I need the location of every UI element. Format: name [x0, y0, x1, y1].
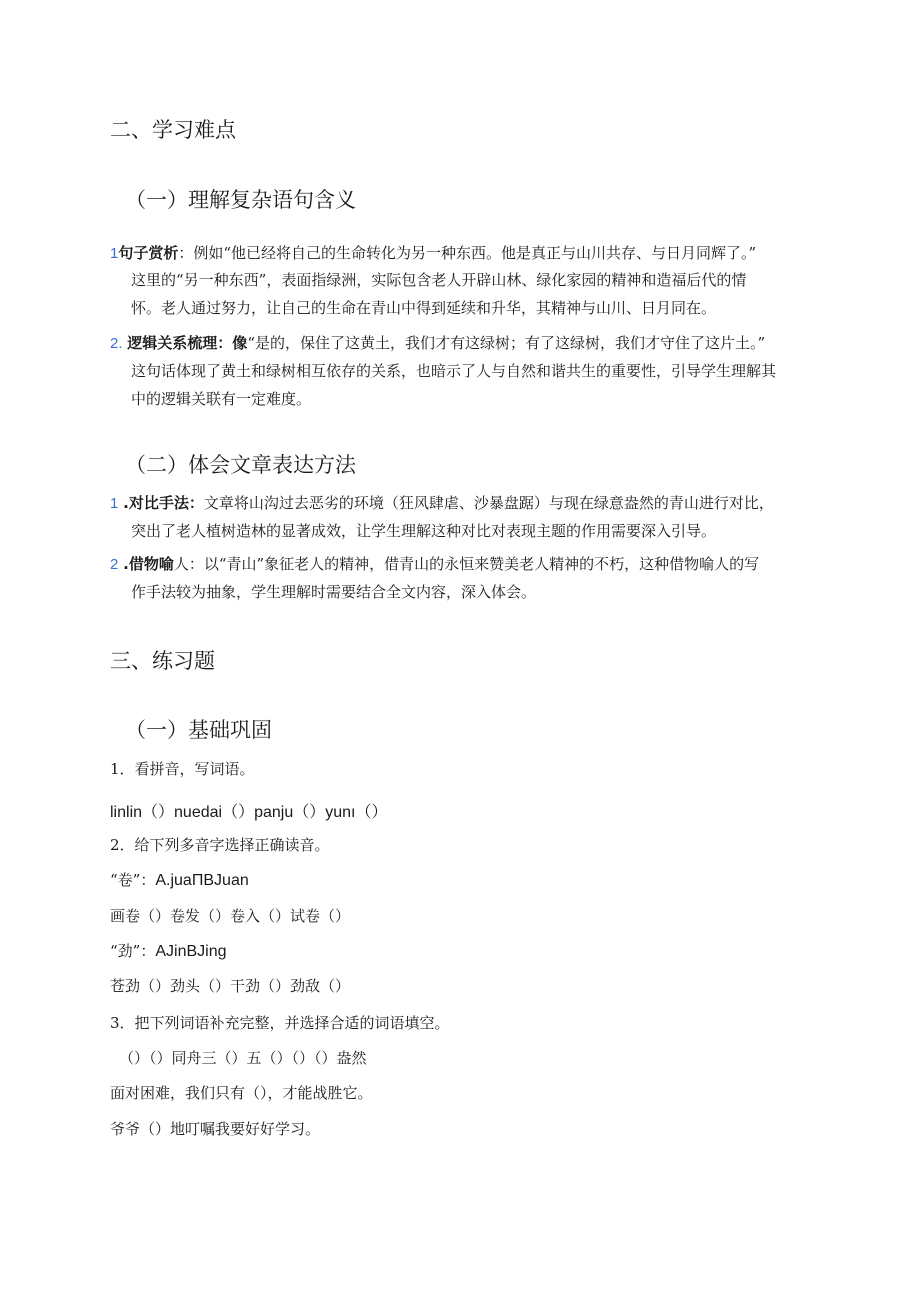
item-text: ：例如“他已经将自己的生命转化为另一种东西。他是真正与山川共存、与日月同辉了。” [178, 244, 757, 262]
item-text-line: 突出了老人植树造林的显著成效，让学生理解这种对比对表现主题的作用需要深入引导。 [131, 522, 717, 540]
polyphone-char: “劲”： [110, 942, 156, 960]
polyphone-words-jin: 苍劲（）劲头（）干劲（）劲敌（） [110, 977, 351, 995]
item-number: 1 [110, 495, 119, 512]
list-item [110, 243, 756, 264]
section-title-exercises: 三、练习题 [110, 649, 215, 673]
reading-options: AJinBJing [155, 943, 227, 960]
question-2: 2．给下列多音字选择正确读音。 [110, 836, 330, 854]
item-text-line: 作手法较为抽象，学生理解时需要结合全文内容，深入体会。 [131, 583, 537, 601]
item-label: 句子赏析 [118, 244, 179, 262]
item-text: “是的，保住了这黄土，我们才有这绿树；有了这绿树，我们才守住了这片土。” [247, 334, 766, 352]
section-title-difficulty: 二、学习难点 [110, 118, 236, 142]
idiom-fill-line: （）（）同舟三（）五（）（）（）盎然 [119, 1049, 367, 1067]
subsection-title-basics: （一）基础巩固 [125, 718, 272, 742]
subsection-title-complex-sentences: （一）理解复杂语句含义 [125, 188, 356, 212]
polyphone-words-juan: 画卷（）卷发（）卷入（）试卷（） [110, 907, 351, 925]
item-number: 2 [110, 556, 119, 573]
question-3: 3．把下列词语补充完整，并选择合适的词语填空。 [110, 1014, 450, 1032]
item-number: 2. [110, 335, 123, 352]
item-label: .对比手法： [123, 494, 204, 512]
item-label: .借物喻 [123, 555, 174, 573]
item-text-line: 怀。老人通过努力，让自己的生命在青山中得到延续和升华，其精神与山川、日月同在。 [131, 299, 717, 317]
list-item [110, 493, 774, 514]
item-text-line: 这里的“另一种东西”，表面指绿洲，实际包含老人开辟山林、绿化家园的精神和造福后代的情 [131, 271, 747, 289]
item-text: 文章将山沟过去恶劣的环境（狂风肆虐、沙暴盘踞）与现在绿意盎然的青山进行对比， [203, 494, 774, 512]
item-number: 1 [110, 245, 119, 262]
fill-sentence-2: 爷爷（）地叮嘱我要好好学习。 [110, 1120, 321, 1138]
item-text-line: 中的逻辑关联有一定难度。 [131, 390, 312, 408]
subsection-title-expression-methods: （二）体会文章表达方法 [125, 453, 356, 477]
item-text-line: 这句话体现了黄土和绿树相互依存的关系，也暗示了人与自然和谐共生的重要性，引导学生理解其 [131, 362, 777, 380]
question-1: 1．看拼音，写词语。 [110, 760, 255, 778]
item-text: 人：以“青山”象征老人的精神，借青山的永恒来赞美老人精神的不朽，这种借物喻人的写 [173, 555, 760, 573]
pinyin-line: linlin（）nuedai（）panju（）yunı（） [110, 804, 388, 821]
item-label: 逻辑关系梳理：像 [127, 334, 248, 352]
list-item [110, 333, 765, 354]
polyphone-char: “卷”： [110, 871, 156, 889]
fill-sentence-1: 面对困难，我们只有（），才能战胜它。 [110, 1084, 373, 1102]
list-item [110, 554, 759, 575]
polyphone-juan [110, 870, 249, 891]
polyphone-jin [110, 941, 227, 962]
reading-options: A.juaΠBJuan [155, 872, 249, 889]
